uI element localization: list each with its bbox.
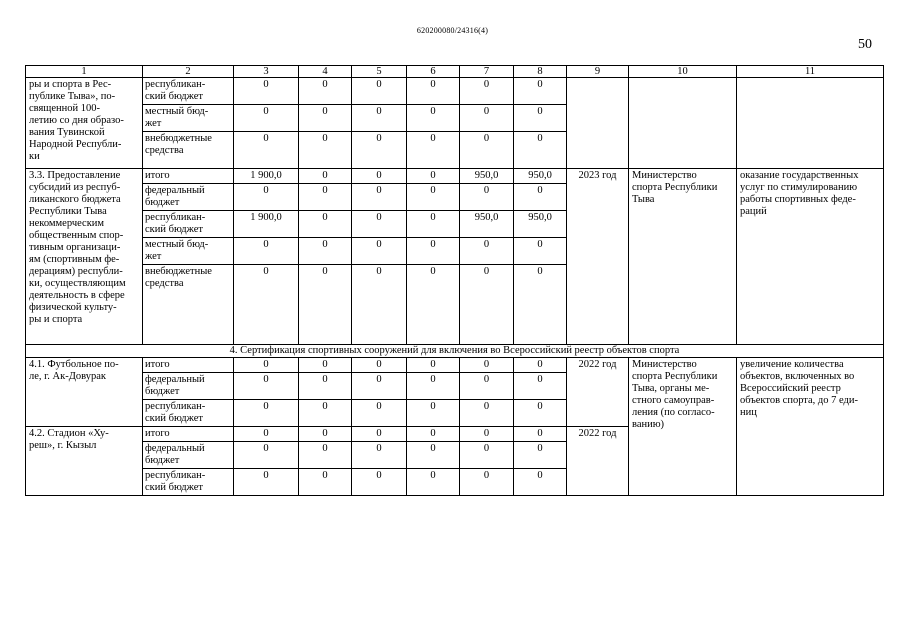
amount-cell: 0 — [299, 427, 352, 442]
funding-source: республикан- ский бюджет — [143, 469, 234, 496]
amount-cell: 0 — [460, 238, 514, 265]
amount-cell: 950,0 — [514, 211, 567, 238]
amount-cell: 1 900,0 — [234, 211, 299, 238]
amount-cell: 0 — [299, 469, 352, 496]
amount-cell: 0 — [352, 169, 407, 184]
table-row — [26, 78, 884, 105]
amount-cell: 0 — [514, 105, 567, 132]
funding-source: внебюджетные средства — [143, 265, 234, 345]
amount-cell: 0 — [352, 132, 407, 169]
executor-cell: Министерство спорта Республики Тыва — [629, 169, 737, 345]
result-cell: оказание государственных услуг по стимулированию работы спортивных феде- раций — [737, 169, 884, 345]
amount-cell: 0 — [352, 358, 407, 373]
table-row — [26, 358, 884, 373]
amount-cell: 0 — [460, 265, 514, 345]
column-header: 3 — [234, 66, 299, 78]
column-header: 11 — [737, 66, 884, 78]
amount-cell: 950,0 — [460, 211, 514, 238]
column-header: 1 — [26, 66, 143, 78]
amount-cell: 0 — [234, 265, 299, 345]
amount-cell: 0 — [234, 373, 299, 400]
amount-cell: 0 — [352, 427, 407, 442]
year-cell: 2022 год — [567, 358, 629, 427]
amount-cell: 0 — [514, 358, 567, 373]
amount-cell: 0 — [514, 78, 567, 105]
amount-cell: 0 — [234, 78, 299, 105]
funding-source: федеральный бюджет — [143, 184, 234, 211]
amount-cell: 0 — [407, 400, 460, 427]
amount-cell: 0 — [234, 427, 299, 442]
funding-source: итого — [143, 169, 234, 184]
column-header: 5 — [352, 66, 407, 78]
amount-cell: 0 — [514, 469, 567, 496]
amount-cell: 0 — [234, 184, 299, 211]
column-header: 9 — [567, 66, 629, 78]
measure-description: 4.1. Футбольное по- ле, г. Ак-Довурак — [26, 358, 143, 427]
amount-cell: 0 — [407, 358, 460, 373]
funding-source: итого — [143, 358, 234, 373]
column-header: 2 — [143, 66, 234, 78]
result-cell — [737, 78, 884, 169]
amount-cell: 0 — [407, 238, 460, 265]
amount-cell: 0 — [299, 358, 352, 373]
amount-cell: 0 — [352, 265, 407, 345]
funding-source: местный бюд- жет — [143, 105, 234, 132]
measure-description: 4.2. Стадион «Ху- реш», г. Кызыл — [26, 427, 143, 496]
amount-cell: 0 — [299, 442, 352, 469]
funding-source: местный бюд- жет — [143, 238, 234, 265]
funding-source: итого — [143, 427, 234, 442]
funding-source: республикан- ский бюджет — [143, 211, 234, 238]
amount-cell: 0 — [352, 211, 407, 238]
amount-cell: 0 — [460, 442, 514, 469]
amount-cell: 0 — [460, 469, 514, 496]
amount-cell: 950,0 — [514, 169, 567, 184]
column-header: 7 — [460, 66, 514, 78]
amount-cell: 0 — [352, 442, 407, 469]
executor-cell — [629, 78, 737, 169]
column-numbers-row — [26, 66, 884, 78]
funding-source: федеральный бюджет — [143, 442, 234, 469]
amount-cell: 0 — [299, 132, 352, 169]
amount-cell: 0 — [234, 132, 299, 169]
amount-cell: 0 — [352, 184, 407, 211]
amount-cell: 0 — [234, 400, 299, 427]
amount-cell: 0 — [299, 169, 352, 184]
amount-cell: 0 — [234, 469, 299, 496]
amount-cell: 1 900,0 — [234, 169, 299, 184]
amount-cell: 0 — [407, 265, 460, 345]
year-cell: 2023 год — [567, 169, 629, 345]
amount-cell: 0 — [407, 211, 460, 238]
amount-cell: 0 — [514, 265, 567, 345]
program-table — [25, 65, 884, 496]
amount-cell: 0 — [352, 469, 407, 496]
table-row — [26, 169, 884, 184]
funding-source: внебюджетные средства — [143, 132, 234, 169]
column-header: 10 — [629, 66, 737, 78]
funding-source: республикан- ский бюджет — [143, 78, 234, 105]
amount-cell: 0 — [299, 238, 352, 265]
amount-cell: 0 — [460, 427, 514, 442]
amount-cell: 0 — [352, 105, 407, 132]
amount-cell: 0 — [460, 184, 514, 211]
measure-description: 3.3. Предоставление субсидий из респуб- ликанского бюджета Республики Тыва некоммерческим общественным спор- тивным организаци- ям (спортивным фе- дерациям) республи- ки, осуществляющим деятельность в сфере физической культу- ры и спорта — [26, 169, 143, 345]
amount-cell: 0 — [407, 469, 460, 496]
section-heading-row — [26, 345, 884, 358]
amount-cell: 0 — [234, 442, 299, 469]
amount-cell: 0 — [460, 400, 514, 427]
amount-cell: 0 — [460, 373, 514, 400]
amount-cell: 0 — [407, 132, 460, 169]
amount-cell: 0 — [299, 184, 352, 211]
amount-cell: 0 — [460, 78, 514, 105]
result-cell: увеличение количества объектов, включенных во Всероссийский реестр объектов спорта, до 7 еди- ниц — [737, 358, 884, 496]
amount-cell: 0 — [407, 373, 460, 400]
amount-cell: 0 — [299, 211, 352, 238]
amount-cell: 0 — [514, 132, 567, 169]
amount-cell: 0 — [352, 78, 407, 105]
amount-cell: 0 — [299, 78, 352, 105]
amount-cell: 0 — [352, 400, 407, 427]
executor-cell: Министерство спорта Республики Тыва, органы ме- стного самоуправ- ления (по согласо- ванию) — [629, 358, 737, 496]
amount-cell: 0 — [514, 238, 567, 265]
amount-cell: 0 — [234, 358, 299, 373]
amount-cell: 0 — [352, 238, 407, 265]
amount-cell: 0 — [299, 265, 352, 345]
amount-cell: 0 — [514, 400, 567, 427]
amount-cell: 0 — [460, 132, 514, 169]
document-code: 620200080/24316(4) — [416, 26, 489, 35]
amount-cell: 0 — [234, 238, 299, 265]
amount-cell: 0 — [299, 105, 352, 132]
amount-cell: 0 — [407, 442, 460, 469]
amount-cell: 0 — [407, 105, 460, 132]
amount-cell: 0 — [352, 373, 407, 400]
amount-cell: 0 — [514, 184, 567, 211]
amount-cell: 0 — [460, 105, 514, 132]
section-heading: 4. Сертификация спортивных сооружений для включения во Всероссийский реестр объектов спорта — [26, 345, 884, 358]
amount-cell: 0 — [407, 427, 460, 442]
column-header: 4 — [299, 66, 352, 78]
amount-cell: 0 — [299, 373, 352, 400]
year-cell: 2022 год — [567, 427, 629, 496]
column-header: 8 — [514, 66, 567, 78]
amount-cell: 0 — [407, 78, 460, 105]
measure-description: ры и спорта в Рес- публике Тыва», по- священной 100- летию со дня образо- вания Тувинской Народной Республи- ки — [26, 78, 143, 169]
funding-source: республикан- ский бюджет — [143, 400, 234, 427]
column-header: 6 — [407, 66, 460, 78]
amount-cell: 0 — [514, 427, 567, 442]
amount-cell: 0 — [407, 169, 460, 184]
year-cell — [567, 78, 629, 169]
amount-cell: 0 — [407, 184, 460, 211]
page-number: 50 — [858, 37, 872, 52]
funding-source: федеральный бюджет — [143, 373, 234, 400]
amount-cell: 0 — [514, 442, 567, 469]
amount-cell: 0 — [514, 373, 567, 400]
amount-cell: 950,0 — [460, 169, 514, 184]
amount-cell: 0 — [460, 358, 514, 373]
amount-cell: 0 — [299, 400, 352, 427]
amount-cell: 0 — [234, 105, 299, 132]
